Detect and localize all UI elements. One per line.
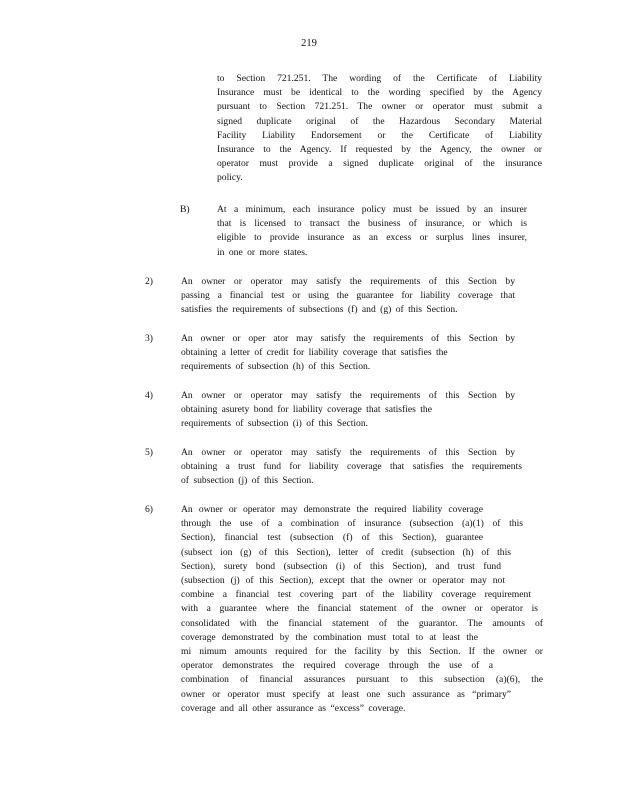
- item-2-marker: 2): [145, 276, 153, 287]
- text-line: combination of financial assurances pursuant to this subsection (a)(6), the: [181, 674, 543, 686]
- text-line: An owner or oper ator may satisfy the requirements of this Section by: [181, 333, 515, 344]
- text-line: signed duplicate original of the Hazardous Secondary Material: [217, 115, 542, 127]
- text-line: requirements of subsection (h) of this Section.: [181, 361, 371, 373]
- text-line: with a guarantee where the financial statement of the owner or operator is: [181, 603, 538, 615]
- paragraph-a-continuation: [217, 72, 542, 186]
- text-line: Insurance to the Agency. If requested by the Agency, the owner or: [217, 144, 542, 156]
- text-line: pursuant to Section 721.251. The owner or operator must submit a: [217, 101, 542, 113]
- text-line: to Section 721.251. The wording of the Certificate of Liability: [217, 73, 542, 84]
- text-line: passing a financial test or using the guarantee for liability coverage that: [181, 290, 515, 302]
- text-line: Section), surety bond (subsection (i) of this Section), and trust fund: [181, 560, 501, 572]
- page-number: 219: [301, 38, 317, 49]
- text-line: At a minimum, each insurance policy must be issued by an insurer: [217, 204, 527, 215]
- text-line: obtaining asurety bond for liability coverage that satisfies the: [181, 404, 432, 416]
- item-4-marker: 4): [145, 390, 153, 401]
- text-line: Section), financial test (subsection (f) of this Section), guarantee: [181, 532, 483, 544]
- text-line: through the use of a combination of insurance (subsection (a)(1) of this: [181, 518, 523, 530]
- text-line: in one or more states.: [217, 246, 308, 258]
- text-line: that is licensed to transact the business of insurance, or which is: [217, 218, 527, 230]
- text-line: requirements of subsection (i) of this Section.: [181, 418, 369, 430]
- text-line: An owner or operator may satisfy the requirements of this Section by: [181, 390, 515, 401]
- item-6-marker: 6): [145, 504, 153, 515]
- text-line: combine a financial test covering part of the liability coverage requirement: [181, 589, 531, 601]
- text-line: obtaining a letter of credit for liability coverage that satisfies the: [181, 347, 448, 359]
- item-3-marker: 3): [145, 333, 153, 344]
- text-line: coverage demonstrated by the combination must total to at least the: [181, 631, 478, 643]
- text-line: satisfies the requirements of subsections (f) and (g) of this Section.: [181, 304, 458, 316]
- text-line: owner or operator must specify at least one such assurance as “primary”: [181, 688, 511, 700]
- text-line: An owner or operator may satisfy the requirements of this Section by: [181, 276, 515, 287]
- paragraph-2: [181, 275, 515, 318]
- text-line: consolidated with the financial statement of the guarantor. The amounts of: [181, 617, 543, 629]
- paragraph-4: [181, 389, 515, 432]
- text-line: obtaining a trust fund for liability coverage that satisfies the requirements: [181, 461, 522, 473]
- text-line: An owner or operator may demonstrate the required liability coverage: [181, 504, 483, 515]
- text-line: Facility Liability Endorsement or the Certificate of Liability: [217, 129, 542, 141]
- text-line: (subsection (j) of this Section), except that the owner or operator may not: [181, 575, 505, 587]
- text-line: operator demonstrates the required coverage through the use of a: [181, 660, 493, 672]
- text-line: Insurance must be identical to the wording specified by the Agency: [217, 87, 542, 99]
- text-line: eligible to provide insurance as an excess or surplus lines insurer,: [217, 232, 527, 244]
- text-line: (subsect ion (g) of this Section), letter of credit (subsection (h) of this: [181, 546, 511, 558]
- text-line: mi nimum amounts required for the facility by this Section. If the owner or: [181, 646, 543, 658]
- paragraph-5: [181, 446, 522, 489]
- item-b-marker: B): [180, 204, 190, 215]
- text-line: of subsection (j) of this Section.: [181, 475, 314, 487]
- paragraph-6: [181, 503, 543, 716]
- paragraph-3: [181, 332, 515, 375]
- text-line: policy.: [217, 172, 243, 184]
- text-line: coverage and all other assurance as “excess” coverage.: [181, 702, 406, 714]
- item-5-marker: 5): [145, 447, 153, 458]
- paragraph-b: [217, 203, 527, 260]
- text-line: An owner or operator may satisfy the requirements of this Section by: [181, 447, 515, 458]
- text-line: operator must provide a signed duplicate original of the insurance: [217, 158, 542, 170]
